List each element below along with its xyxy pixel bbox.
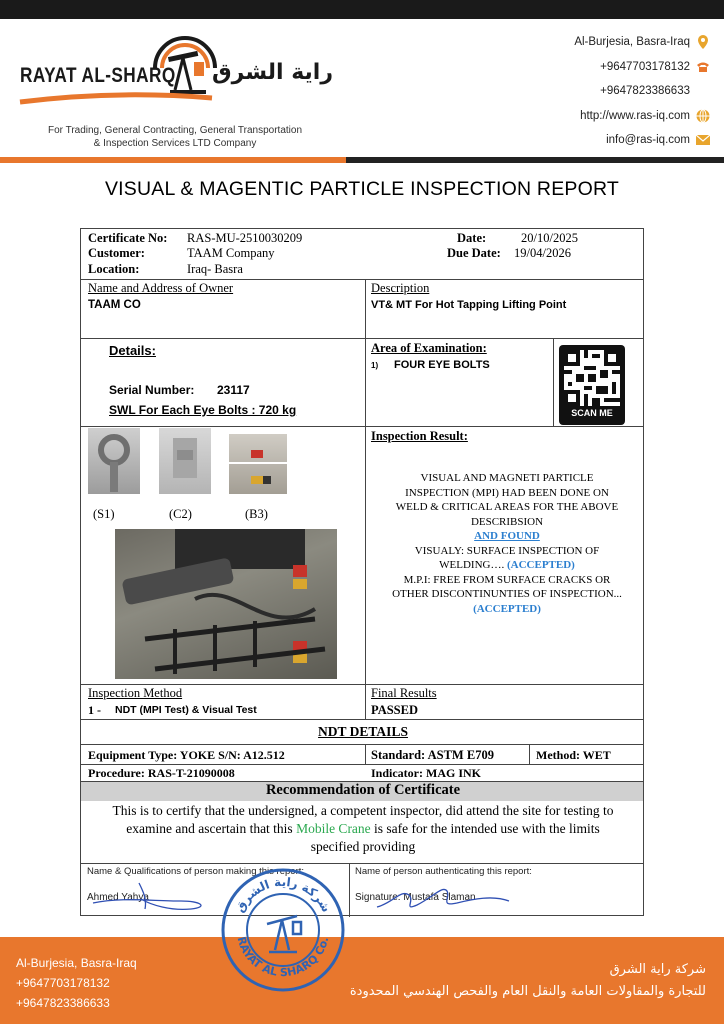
due-date-label: Due Date:	[447, 246, 501, 260]
qr-scan-label: SCAN ME	[571, 408, 613, 418]
phone-icon	[696, 60, 710, 74]
svg-text:RAYAT AL SHARQ Co.: RAYAT AL SHARQ Co.	[234, 935, 332, 980]
footer	[0, 937, 724, 1024]
contact-email[interactable]: info@ras-iq.com	[510, 128, 710, 153]
serial-number-label: Serial Number:	[109, 383, 195, 397]
footer-company-ar: شركة راية الشرق للتجارة والمقاولات العامة والنقل العام والفحص الهندسي المحدودة	[349, 962, 706, 999]
certificate-no: RAS-MU-2510030209	[187, 231, 303, 245]
owner-label: Name and Address of Owner	[88, 281, 234, 295]
equipment-type-highlight: Mobile Crane	[296, 821, 371, 836]
report-title: VISUAL & MAGENTIC PARTICLE INSPECTION REPORT	[104, 178, 620, 200]
and-found: AND FOUND	[474, 530, 540, 542]
inspection-method-label: Inspection Method	[88, 686, 183, 700]
ndt-procedure: Procedure: RAS-T-21090008	[88, 766, 235, 780]
swl-value: SWL For Each Eye Bolts : 720 kg	[109, 403, 297, 417]
footer-contact: Al-Burjesia, Basra-Iraq +9647703178132 +9647823386633	[16, 956, 137, 1010]
top-bar	[0, 0, 724, 19]
area-item-number: 1)	[371, 361, 379, 370]
date-label: Date:	[457, 231, 487, 245]
final-result-value: PASSED	[371, 703, 419, 717]
report-maker-label: Name & Qualifications of person making this report:	[87, 866, 305, 877]
photo-b3-label: (B3)	[245, 507, 268, 521]
photo-c2	[159, 428, 211, 494]
qr-code[interactable]	[559, 345, 625, 425]
logo-swoosh	[16, 92, 216, 106]
ndt-method: Method: WET	[536, 748, 611, 762]
report-body	[80, 228, 644, 916]
location-label: Location:	[88, 262, 140, 276]
description-label: Description	[371, 281, 430, 295]
ndt-equipment: Equipment Type: YOKE S/N: A12.512	[88, 748, 285, 762]
svg-text:شركة راية الشرق: شركة راية الشرق	[232, 874, 334, 915]
logo-text-en: RAYAT AL-SHARQ	[20, 64, 176, 87]
customer-value: TAAM Company	[187, 246, 275, 260]
accepted-visual: (ACCEPTED)	[506, 559, 575, 571]
contact-address: Al-Burjesia, Basra-Iraq	[510, 30, 710, 55]
area-of-examination-label: Area of Examination:	[371, 341, 487, 355]
authenticator-label: Name of person authenticating this report:	[355, 866, 532, 877]
photo-b3	[229, 434, 287, 494]
contact-info	[510, 30, 710, 153]
customer-label: Customer:	[88, 246, 145, 260]
serial-number: 23117	[217, 383, 250, 397]
company-logo	[16, 26, 346, 149]
equipment-photo	[115, 529, 337, 679]
report-maker-name: Ahmed Yahya	[87, 892, 149, 903]
location-value: Iraq- Basra	[187, 262, 243, 276]
details-label: Details:	[109, 343, 156, 358]
accepted-mpi: (ACCEPTED)	[473, 602, 541, 615]
company-stamp	[219, 866, 347, 994]
inspection-result-text: VISUAL AND MAGNETI PARTICLE INSPECTION (MPI) HAD BEEN DONE ON WELD & CRITICAL AREAS FOR THE ABOVE DESCRIBSION AND FOUND VISUALY: SURFACE INSPECTION OF WELDING…. (ACCEPTED) M.P.I: FREE FROM SURFACE CRACKS OR OTHER DISCONTINUNTIES OF INSPECTION... (ACCEPTED)	[371, 471, 643, 616]
globe-icon	[696, 109, 710, 123]
method-value: NDT (MPI Test) & Visual Test	[115, 704, 257, 716]
header-divider-dark	[346, 157, 724, 163]
ndt-details-title: NDT DETAILS	[318, 724, 408, 739]
authenticator-signature	[373, 877, 513, 917]
inspection-result-label: Inspection Result:	[371, 429, 468, 443]
inspector-signature	[91, 879, 211, 913]
qr-code-pattern	[564, 350, 620, 406]
contact-website[interactable]: http://www.ras-iq.com	[510, 104, 710, 129]
date-value: 20/10/2025	[521, 231, 578, 245]
ndt-indicator: Indicator: MAG INK	[371, 766, 481, 780]
photo-s1-label: (S1)	[93, 507, 115, 521]
due-date-value: 19/04/2026	[514, 246, 571, 260]
logo-text-ar: راية الشرق	[212, 60, 334, 85]
description-value: VT& MT For Hot Tapping Lifting Point	[371, 299, 567, 311]
owner-value: TAAM CO	[88, 299, 141, 311]
photo-s1	[88, 428, 140, 494]
company-tagline: For Trading, General Contracting, General Transportation & Inspection Services LTD Company	[47, 125, 303, 149]
contact-phone-1: +9647703178132	[510, 55, 710, 80]
method-number: 1 -	[88, 703, 101, 717]
final-results-label: Final Results	[371, 686, 437, 700]
recommendation-text: This is to certify that the undersigned, a competent inspector, did attend the site for testing to examine and ascertain that this Mobile Crane is safe for the intended use with the limits specified providing	[112, 803, 614, 854]
authenticator-name: Signature: Mustafa Slaman	[355, 892, 476, 903]
recommendation-title: Recommendation of Certificate	[265, 782, 461, 798]
certificate-no-label: Certificate No:	[88, 231, 168, 245]
area-item: FOUR EYE BOLTS	[394, 359, 490, 371]
contact-phone-2: +9647823386633	[600, 85, 690, 98]
location-icon	[696, 35, 710, 49]
ndt-standard: Standard: ASTM E709	[371, 748, 494, 762]
mail-icon	[696, 133, 710, 147]
photo-c2-label: (C2)	[169, 507, 192, 521]
